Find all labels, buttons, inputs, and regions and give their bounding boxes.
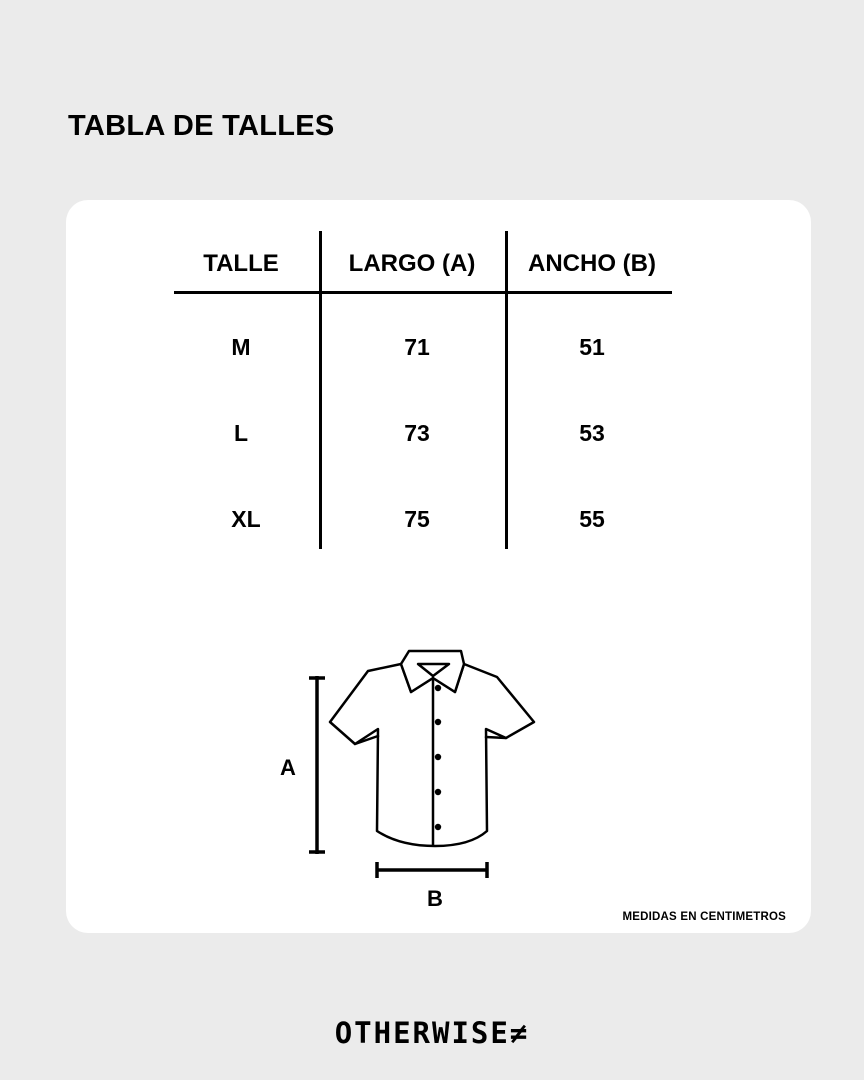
measure-b-label: B (427, 886, 443, 911)
table-cell-largo: 73 (404, 420, 430, 446)
not-equal-icon: ≠ (509, 1016, 530, 1050)
column-header-largo: LARGO (A) (348, 250, 476, 277)
page-title: TABLA DE TALLES (68, 110, 335, 142)
table-cell-size: XL (231, 506, 261, 532)
brand-name: OTHERWISE (334, 1016, 510, 1050)
table-cell-ancho: 55 (579, 506, 605, 532)
measure-a-label: A (280, 755, 296, 780)
table-cell-largo: 71 (404, 334, 430, 360)
table-cell-ancho: 53 (579, 420, 605, 446)
table-cell-size: M (231, 334, 251, 360)
size-chart-card (66, 200, 811, 933)
brand-logo (0, 1016, 864, 1050)
column-header-ancho: ANCHO (B) (528, 250, 656, 277)
shirt-diagram (66, 200, 811, 933)
table-cell-ancho: 51 (579, 334, 605, 360)
column-header-talle: TALLE (203, 250, 279, 277)
table-cell-largo: 75 (404, 506, 430, 532)
table-cell-size: L (233, 420, 249, 446)
units-note: MEDIDAS EN CENTIMETROS (622, 911, 786, 923)
shirt-icon (330, 651, 534, 846)
measure-a-line (309, 676, 325, 854)
measure-b-line (376, 862, 488, 878)
